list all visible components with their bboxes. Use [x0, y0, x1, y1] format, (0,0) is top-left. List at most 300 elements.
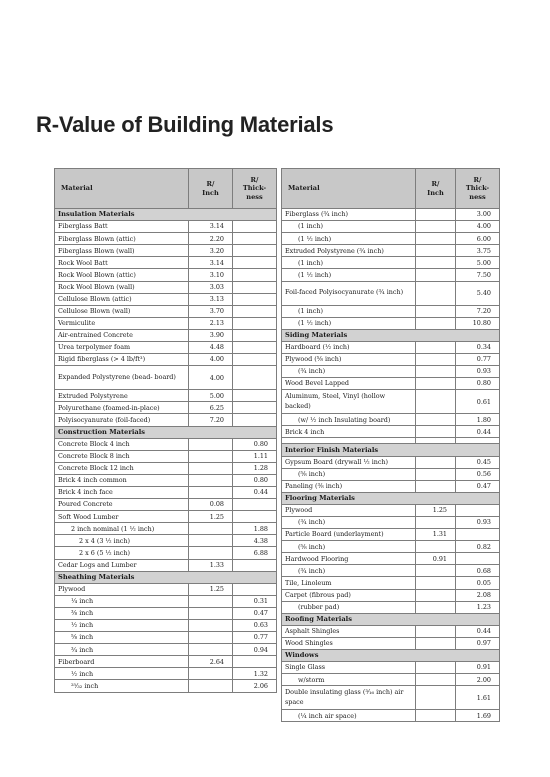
table-row — [55, 644, 277, 656]
r-per-inch-cell: 3.14 — [189, 221, 233, 233]
table-row — [282, 637, 500, 649]
table-row — [282, 209, 500, 221]
material-cell: Asphalt Shingles — [282, 625, 416, 637]
table-row — [282, 341, 500, 353]
r-per-inch-cell: 2.20 — [189, 233, 233, 245]
material-cell: Plywood — [55, 583, 189, 595]
r-per-inch-cell — [189, 644, 233, 656]
r-per-thickness-cell: 0.94 — [233, 644, 277, 656]
r-per-inch-cell — [189, 595, 233, 607]
material-cell: (¾ inch) — [282, 565, 416, 577]
r-per-thickness-cell — [456, 504, 500, 516]
r-per-thickness-cell: 0.80 — [233, 438, 277, 450]
material-cell: (1 inch) — [282, 221, 416, 233]
material-cell: Cellulose Blown (attic) — [55, 293, 189, 305]
section-header-row — [55, 571, 277, 583]
material-cell: Air-entrained Concrete — [55, 329, 189, 341]
r-per-inch-cell: 3.90 — [189, 329, 233, 341]
r-per-inch-cell — [416, 637, 456, 649]
r-per-inch-cell — [416, 305, 456, 317]
r-per-inch-cell — [416, 674, 456, 686]
right-rvalue-table — [281, 168, 500, 722]
table-row — [282, 269, 500, 281]
r-per-inch-cell — [189, 474, 233, 486]
section-header-row — [282, 329, 500, 341]
r-per-thickness-cell: 4.38 — [233, 535, 277, 547]
material-cell: Carpet (fibrous pad) — [282, 589, 416, 601]
table-row — [55, 245, 277, 257]
table-row — [282, 257, 500, 269]
r-per-inch-column-header: R/ Inch — [189, 169, 233, 209]
material-cell: (w/ ½ inch Insulating board) — [282, 414, 416, 426]
r-per-thickness-cell: 0.77 — [456, 353, 500, 365]
right-table-body — [282, 209, 500, 722]
r-per-inch-cell — [189, 620, 233, 632]
r-per-thickness-cell — [233, 329, 277, 341]
section-title: Siding Materials — [282, 329, 500, 341]
table-row — [282, 305, 500, 317]
r-per-inch-cell: 2.13 — [189, 317, 233, 329]
material-cell: ½ inch — [55, 620, 189, 632]
table-row — [282, 245, 500, 257]
material-cell: ½ inch — [55, 668, 189, 680]
r-per-thickness-cell: 0.34 — [456, 341, 500, 353]
material-cell: (¾ inch) — [282, 516, 416, 528]
r-per-inch-cell — [416, 565, 456, 577]
r-per-inch-cell — [189, 547, 233, 559]
r-per-inch-cell: 4.48 — [189, 342, 233, 354]
material-cell: (¼ inch air space) — [282, 710, 416, 722]
r-per-inch-cell: 6.25 — [189, 402, 233, 414]
r-per-thickness-cell — [233, 402, 277, 414]
r-per-thickness-cell — [233, 317, 277, 329]
section-header-row — [282, 613, 500, 625]
r-per-inch-cell — [416, 686, 456, 710]
material-cell: Poured Concrete — [55, 499, 189, 511]
material-cell: Aluminum, Steel, Vinyl (hollow backed) — [282, 390, 416, 414]
r-per-inch-cell — [416, 601, 456, 613]
r-per-thickness-cell: 1.80 — [456, 414, 500, 426]
table-row — [282, 577, 500, 589]
r-per-thickness-cell: 1.32 — [233, 668, 277, 680]
r-per-thickness-cell: 1.11 — [233, 450, 277, 462]
r-per-thickness-cell: 0.47 — [456, 480, 500, 492]
section-title: Interior Finish Materials — [282, 444, 500, 456]
table-row — [55, 620, 277, 632]
r-per-inch-cell: 7.20 — [189, 414, 233, 426]
left-table-body — [55, 209, 277, 693]
table-row — [282, 674, 500, 686]
r-per-inch-cell — [416, 625, 456, 637]
r-per-thickness-cell: 0.56 — [456, 468, 500, 480]
r-per-inch-cell — [416, 378, 456, 390]
material-cell: Single Glass — [282, 662, 416, 674]
section-title: Construction Materials — [55, 426, 277, 438]
r-per-inch-cell — [416, 662, 456, 674]
r-per-thickness-cell: 1.69 — [456, 710, 500, 722]
table-row — [282, 221, 500, 233]
r-per-inch-cell — [189, 535, 233, 547]
r-per-inch-cell — [416, 366, 456, 378]
r-per-thickness-cell: 10.80 — [456, 317, 500, 329]
r-per-inch-cell: 0.08 — [189, 499, 233, 511]
r-per-inch-cell — [416, 257, 456, 269]
r-per-thickness-cell: 1.28 — [233, 462, 277, 474]
r-per-thickness-cell: 7.50 — [456, 269, 500, 281]
table-row — [55, 474, 277, 486]
table-row — [282, 686, 500, 710]
r-per-inch-column-header: R/ Inch — [416, 169, 456, 209]
r-per-inch-cell: 1.25 — [189, 583, 233, 595]
table-row — [55, 269, 277, 281]
material-cell: Cedar Logs and Lumber — [55, 559, 189, 571]
material-cell: w/storm — [282, 674, 416, 686]
material-cell: ²⁵⁄₃₂ inch — [55, 680, 189, 692]
material-cell: Foil-faced Polyisocyanurate (¾ inch) — [282, 281, 416, 305]
r-per-inch-cell — [416, 541, 456, 553]
r-per-inch-cell — [189, 486, 233, 498]
material-cell: Tile, Linoleum — [282, 577, 416, 589]
r-per-thickness-cell — [233, 293, 277, 305]
material-cell: Plywood — [282, 504, 416, 516]
material-column-header: Material — [55, 169, 189, 209]
material-cell: 2 inch nominal (1 ½ inch) — [55, 523, 189, 535]
table-row — [55, 293, 277, 305]
r-per-thickness-cell: 5.00 — [456, 257, 500, 269]
material-cell: Brick 4 inch face — [55, 486, 189, 498]
r-per-thickness-cell: 1.88 — [233, 523, 277, 535]
r-per-thickness-cell: 3.00 — [456, 209, 500, 221]
r-per-inch-cell — [416, 468, 456, 480]
table-row — [282, 317, 500, 329]
table-row — [55, 233, 277, 245]
material-cell: Hardboard (½ inch) — [282, 341, 416, 353]
r-per-inch-cell: 3.13 — [189, 293, 233, 305]
table-row — [55, 535, 277, 547]
r-per-thickness-cell: 0.44 — [456, 426, 500, 438]
r-per-thickness-cell: 0.61 — [456, 390, 500, 414]
r-per-thickness-cell — [233, 366, 277, 390]
r-per-thickness-cell — [233, 342, 277, 354]
r-per-thickness-cell — [233, 233, 277, 245]
section-header-row — [282, 444, 500, 456]
r-per-thickness-cell — [233, 583, 277, 595]
r-per-thickness-cell: 0.82 — [456, 541, 500, 553]
r-per-inch-cell — [416, 341, 456, 353]
r-per-inch-cell — [189, 680, 233, 692]
material-cell: Fiberglass (¾ inch) — [282, 209, 416, 221]
table-row — [55, 668, 277, 680]
material-cell: Wood Shingles — [282, 637, 416, 649]
r-per-thickness-cell: 0.93 — [456, 516, 500, 528]
material-cell: Fiberglass Batt — [55, 221, 189, 233]
r-per-inch-cell: 3.03 — [189, 281, 233, 293]
r-per-thickness-cell: 0.80 — [233, 474, 277, 486]
r-per-inch-cell: 1.33 — [189, 559, 233, 571]
r-per-thickness-cell — [233, 221, 277, 233]
material-cell: (1 ½ inch) — [282, 269, 416, 281]
material-cell: Brick 4 inch common — [55, 474, 189, 486]
table-row — [282, 480, 500, 492]
r-per-inch-cell — [416, 221, 456, 233]
table-row — [55, 221, 277, 233]
material-cell: Paneling (⅜ inch) — [282, 480, 416, 492]
r-per-inch-cell: 3.14 — [189, 257, 233, 269]
r-per-inch-cell — [416, 353, 456, 365]
r-per-inch-cell — [416, 245, 456, 257]
material-cell: Concrete Block 12 inch — [55, 462, 189, 474]
material-cell: Concrete Block 4 inch — [55, 438, 189, 450]
material-cell: (1 inch) — [282, 305, 416, 317]
r-per-thickness-cell: 0.47 — [233, 607, 277, 619]
section-title: Insulation Materials — [55, 209, 277, 221]
r-per-inch-cell — [189, 523, 233, 535]
material-cell: ¼ inch — [55, 595, 189, 607]
section-title: Roofing Materials — [282, 613, 500, 625]
table-row — [55, 317, 277, 329]
table-row — [55, 680, 277, 692]
r-per-inch-cell: 1.25 — [416, 504, 456, 516]
table-row — [55, 595, 277, 607]
r-per-inch-cell: 0.91 — [416, 553, 456, 565]
r-per-inch-cell — [416, 589, 456, 601]
material-cell: Cellulose Blown (wall) — [55, 305, 189, 317]
section-header-row — [282, 650, 500, 662]
table-row — [55, 438, 277, 450]
r-per-thickness-cell: 1.23 — [456, 601, 500, 613]
material-cell: (1 ½ inch) — [282, 233, 416, 245]
material-cell: Fiberglass Blown (wall) — [55, 245, 189, 257]
table-row — [55, 462, 277, 474]
r-per-inch-cell: 4.00 — [189, 366, 233, 390]
r-per-thickness-cell: 0.68 — [456, 565, 500, 577]
table-row — [55, 547, 277, 559]
r-per-thickness-cell: 4.00 — [456, 221, 500, 233]
r-per-thickness-cell: 0.05 — [456, 577, 500, 589]
table-row — [55, 523, 277, 535]
material-cell: 2 x 4 (3 ½ inch) — [55, 535, 189, 547]
table-row — [55, 257, 277, 269]
material-cell: Expanded Polystyrene (bead- board) — [55, 366, 189, 390]
material-cell: Fiberglass Blown (attic) — [55, 233, 189, 245]
r-per-inch-cell — [416, 233, 456, 245]
r-per-thickness-cell: 0.91 — [456, 662, 500, 674]
material-cell: 2 x 6 (5 ½ inch) — [55, 547, 189, 559]
material-cell: (¾ inch) — [282, 366, 416, 378]
table-row — [282, 390, 500, 414]
table-row — [282, 504, 500, 516]
material-cell: (⅝ inch) — [282, 468, 416, 480]
material-cell: Vermiculite — [55, 317, 189, 329]
r-per-thickness-cell: 0.93 — [456, 366, 500, 378]
r-per-thickness-cell: 0.45 — [456, 456, 500, 468]
section-header-row — [55, 426, 277, 438]
table-row — [282, 233, 500, 245]
section-header-row — [55, 209, 277, 221]
table-row — [55, 390, 277, 402]
table-row — [55, 281, 277, 293]
r-per-inch-cell: 4.00 — [189, 354, 233, 366]
r-per-inch-cell — [416, 516, 456, 528]
r-per-thickness-cell: 6.88 — [233, 547, 277, 559]
material-cell: (⅝ inch) — [282, 541, 416, 553]
r-per-thickness-column-header: R/ Thick- ness — [233, 169, 277, 209]
r-per-inch-cell — [189, 450, 233, 462]
table-row — [282, 426, 500, 438]
r-per-thickness-cell: 7.20 — [456, 305, 500, 317]
r-per-thickness-cell: 0.77 — [233, 632, 277, 644]
section-header-row — [282, 492, 500, 504]
table-row — [55, 511, 277, 523]
r-per-inch-cell: 3.10 — [189, 269, 233, 281]
r-per-thickness-cell — [233, 354, 277, 366]
r-per-thickness-cell: 2.06 — [233, 680, 277, 692]
table-row — [282, 662, 500, 674]
r-per-inch-cell — [416, 480, 456, 492]
r-per-inch-cell — [416, 426, 456, 438]
table-row — [282, 414, 500, 426]
r-per-inch-cell — [416, 456, 456, 468]
table-row — [55, 414, 277, 426]
r-per-thickness-cell: 0.97 — [456, 637, 500, 649]
material-cell: Fiberboard — [55, 656, 189, 668]
r-per-inch-cell: 5.00 — [189, 390, 233, 402]
material-cell: Wood Bevel Lapped — [282, 378, 416, 390]
material-cell: Polyurethane (foamed-in-place) — [55, 402, 189, 414]
table-row — [55, 486, 277, 498]
r-per-inch-cell — [416, 269, 456, 281]
r-per-thickness-cell: 6.00 — [456, 233, 500, 245]
r-per-thickness-cell: 2.00 — [456, 674, 500, 686]
r-per-inch-cell — [416, 710, 456, 722]
material-cell: ⅜ inch — [55, 607, 189, 619]
r-per-thickness-cell — [233, 499, 277, 511]
section-title: Flooring Materials — [282, 492, 500, 504]
material-cell: Plywood (⅝ inch) — [282, 353, 416, 365]
material-cell: Urea terpolymer foam — [55, 342, 189, 354]
r-per-inch-cell — [189, 462, 233, 474]
material-cell: Double insulating glass (³⁄₁₆ inch) air space — [282, 686, 416, 710]
table-row — [55, 305, 277, 317]
page-title: R-Value of Building Materials — [36, 112, 334, 137]
table-row — [55, 499, 277, 511]
r-per-inch-cell: 2.64 — [189, 656, 233, 668]
r-per-thickness-cell — [456, 529, 500, 541]
table-row — [282, 565, 500, 577]
table-row — [55, 583, 277, 595]
material-cell: Rock Wool Blown (attic) — [55, 269, 189, 281]
material-cell: Polyisocyanurate (foil-faced) — [55, 414, 189, 426]
r-per-thickness-cell: 0.63 — [233, 620, 277, 632]
table-row — [282, 529, 500, 541]
table-row — [282, 378, 500, 390]
table-row — [282, 601, 500, 613]
r-per-thickness-cell — [456, 553, 500, 565]
material-cell: Soft Wood Lumber — [55, 511, 189, 523]
table-row — [282, 541, 500, 553]
r-per-thickness-cell — [233, 511, 277, 523]
table-row — [55, 559, 277, 571]
r-per-thickness-cell — [233, 269, 277, 281]
table-row — [55, 342, 277, 354]
material-cell: Rock Wool Batt — [55, 257, 189, 269]
r-per-thickness-cell: 5.40 — [456, 281, 500, 305]
r-per-inch-cell: 3.20 — [189, 245, 233, 257]
r-per-inch-cell — [416, 577, 456, 589]
r-per-thickness-cell — [233, 390, 277, 402]
material-column-header: Material — [282, 169, 416, 209]
section-title: Sheathing Materials — [55, 571, 277, 583]
table-row — [55, 402, 277, 414]
r-per-thickness-cell — [233, 559, 277, 571]
material-cell: Extruded Polystyrene (¾ inch) — [282, 245, 416, 257]
r-per-inch-cell: 1.25 — [189, 511, 233, 523]
material-cell: (rubber pad) — [282, 601, 416, 613]
r-per-inch-cell: 1.31 — [416, 529, 456, 541]
r-per-inch-cell — [189, 438, 233, 450]
material-cell: Particle Board (underlayment) — [282, 529, 416, 541]
r-per-inch-cell — [416, 414, 456, 426]
table-row — [55, 607, 277, 619]
table-row — [282, 710, 500, 722]
table-row — [55, 354, 277, 366]
r-per-thickness-cell: 0.80 — [456, 378, 500, 390]
table-row — [282, 516, 500, 528]
r-per-inch-cell — [416, 317, 456, 329]
r-per-inch-cell — [189, 668, 233, 680]
material-cell: Gypsum Board (drywall ½ inch) — [282, 456, 416, 468]
table-row — [55, 450, 277, 462]
r-per-inch-cell — [416, 209, 456, 221]
table-row — [55, 366, 277, 390]
left-rvalue-table — [54, 168, 277, 693]
material-cell: Rock Wool Blown (wall) — [55, 281, 189, 293]
material-cell: Extruded Polystyrene — [55, 390, 189, 402]
table-row — [282, 589, 500, 601]
r-per-thickness-cell: 3.75 — [456, 245, 500, 257]
r-per-thickness-cell — [233, 281, 277, 293]
r-per-thickness-cell: 0.44 — [456, 625, 500, 637]
material-cell: Rigid fiberglass (> 4 lb/ft³) — [55, 354, 189, 366]
table-row — [282, 468, 500, 480]
section-title: Windows — [282, 650, 500, 662]
r-per-thickness-cell: 2.08 — [456, 589, 500, 601]
r-per-inch-cell: 3.70 — [189, 305, 233, 317]
r-per-thickness-cell — [233, 245, 277, 257]
r-per-thickness-cell — [233, 257, 277, 269]
r-per-thickness-column-header: R/ Thick- ness — [456, 169, 500, 209]
table-row — [282, 456, 500, 468]
r-per-inch-cell — [416, 281, 456, 305]
table-row — [282, 366, 500, 378]
material-cell: ¾ inch — [55, 644, 189, 656]
table-row — [55, 329, 277, 341]
r-per-thickness-cell: 0.44 — [233, 486, 277, 498]
material-cell: (1 inch) — [282, 257, 416, 269]
table-row — [55, 632, 277, 644]
material-cell: Concrete Block 8 inch — [55, 450, 189, 462]
table-row — [282, 353, 500, 365]
table-row — [282, 553, 500, 565]
r-per-thickness-cell — [233, 414, 277, 426]
table-row — [55, 656, 277, 668]
r-per-inch-cell — [189, 607, 233, 619]
r-per-thickness-cell: 1.61 — [456, 686, 500, 710]
material-cell: ⅝ inch — [55, 632, 189, 644]
r-per-inch-cell — [416, 390, 456, 414]
r-per-inch-cell — [189, 632, 233, 644]
r-per-thickness-cell — [233, 656, 277, 668]
